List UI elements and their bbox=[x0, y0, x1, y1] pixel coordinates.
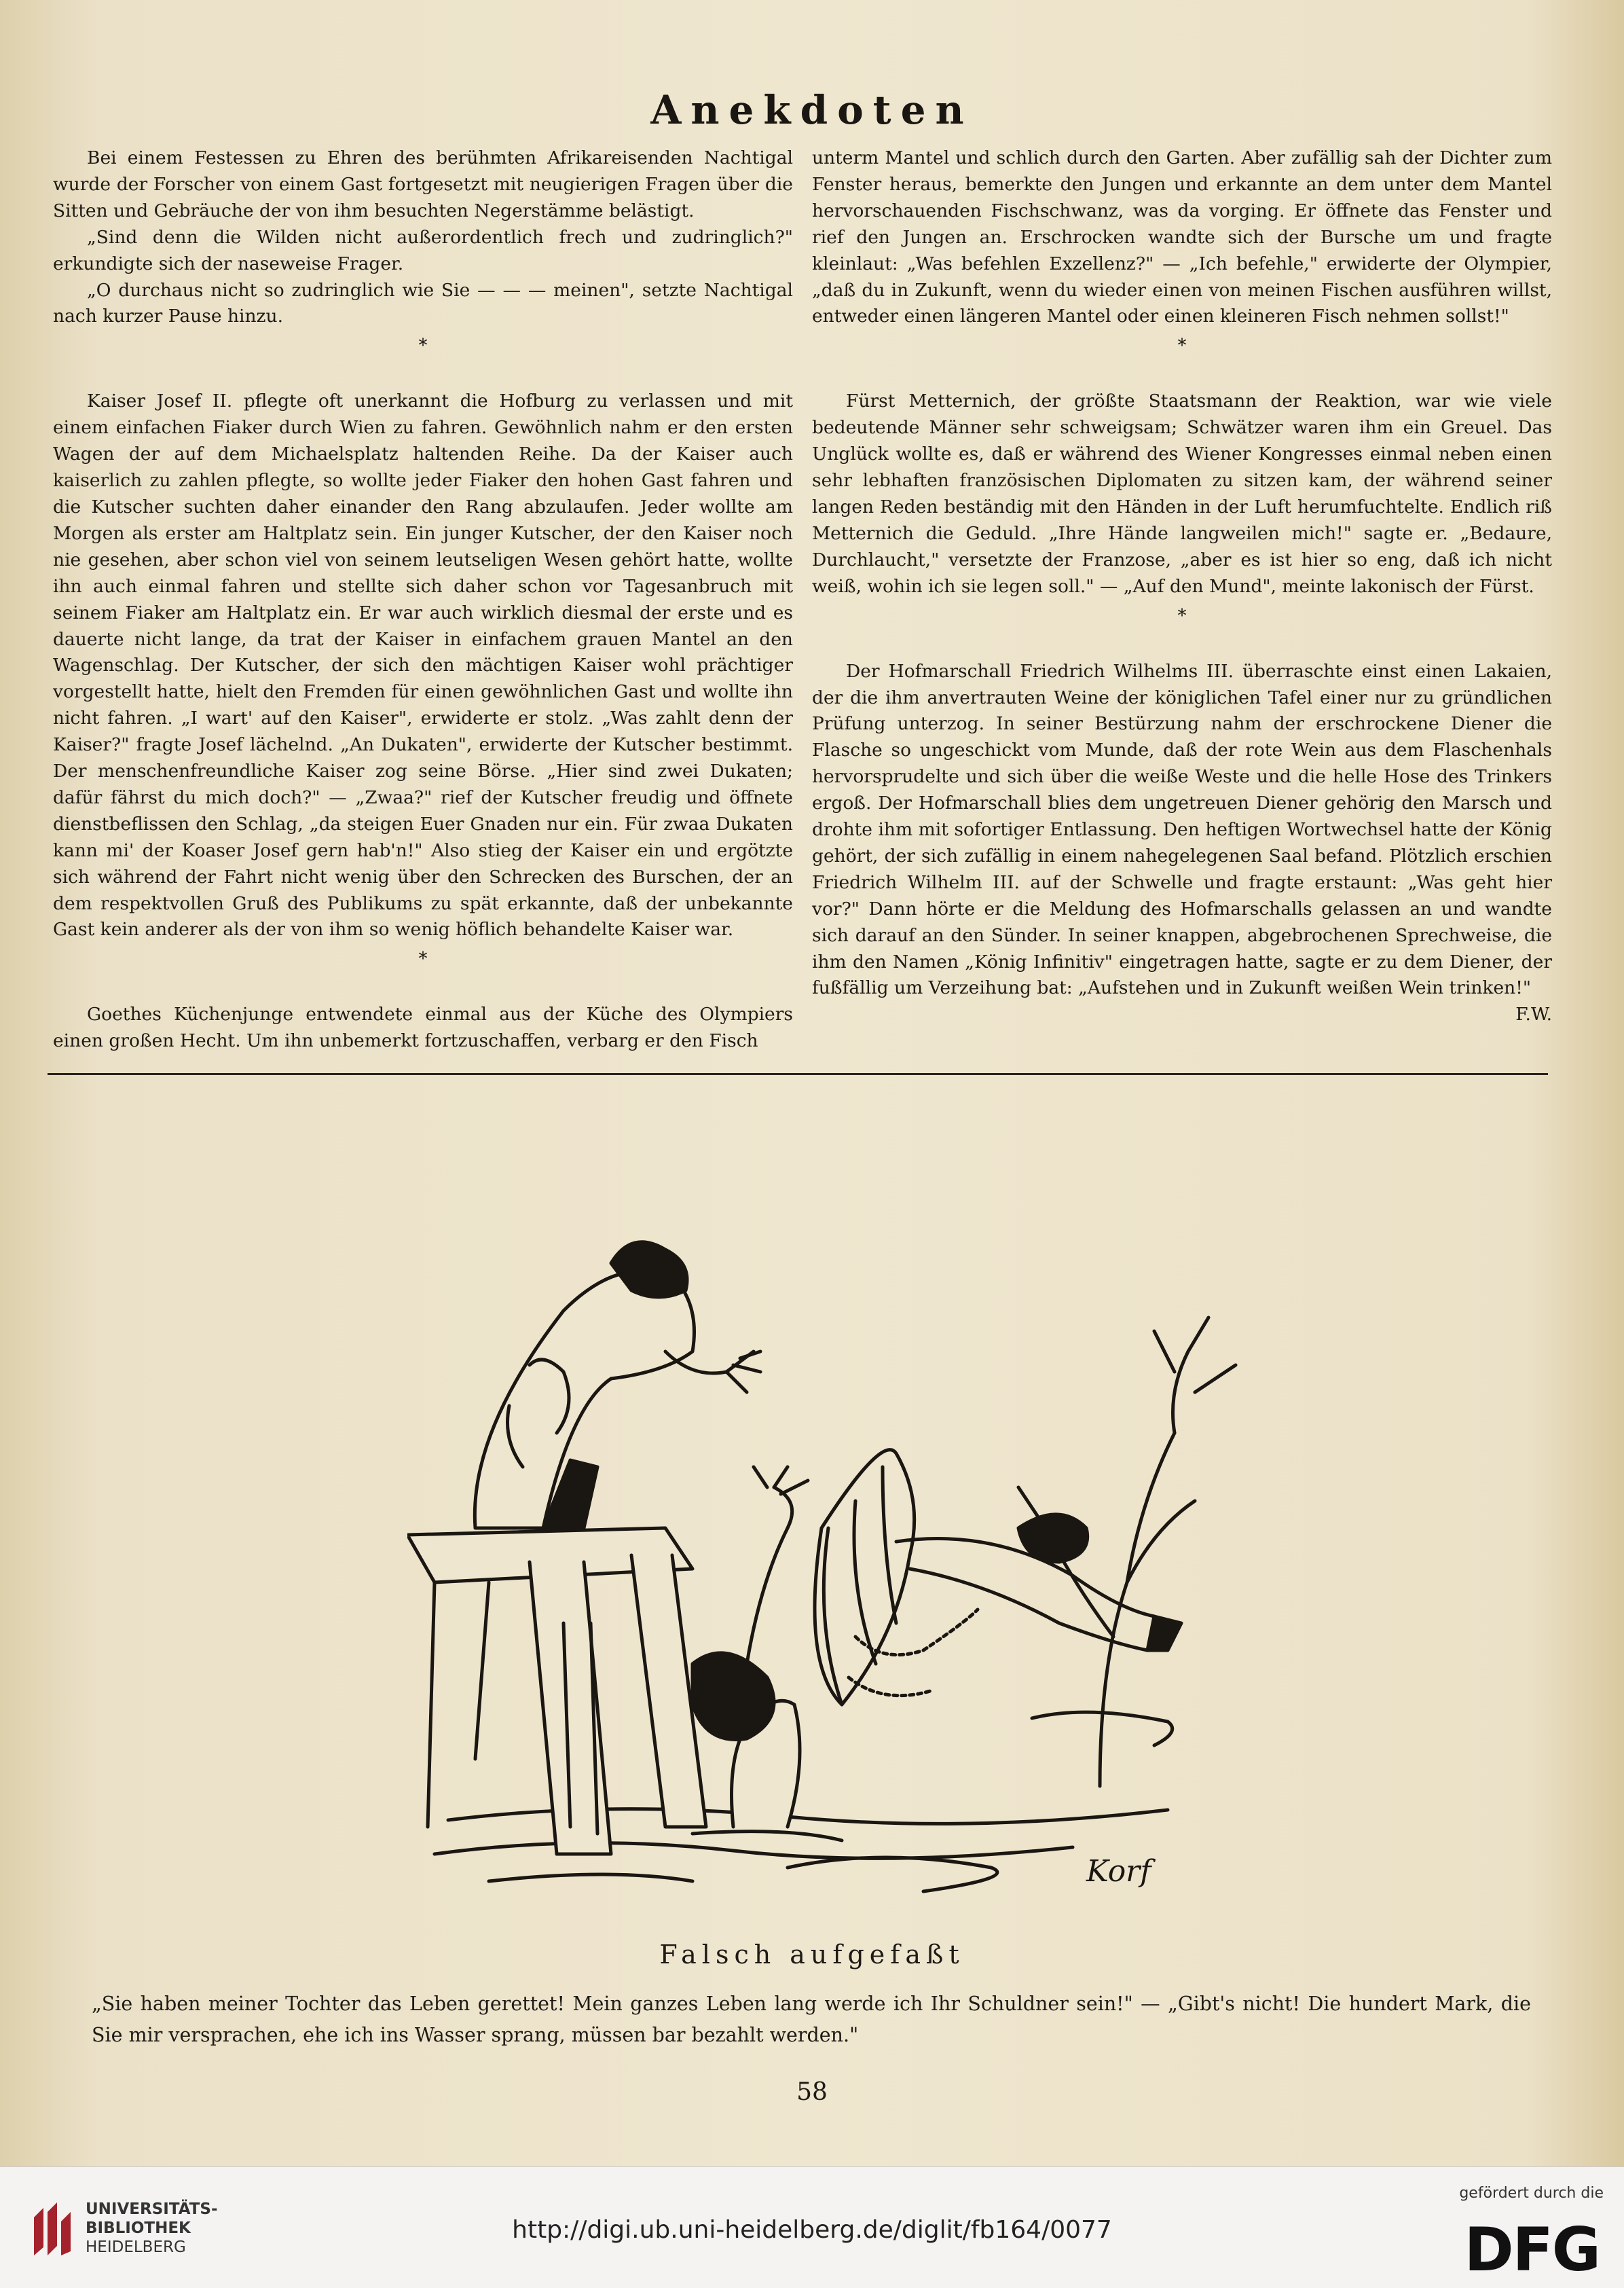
library-line-2: BIBLIOTHEK bbox=[86, 2219, 191, 2237]
section-divider bbox=[48, 1073, 1548, 1075]
library-line-1: UNIVERSITÄTS- bbox=[86, 2200, 218, 2218]
funding-label: gefördert durch die bbox=[1459, 2185, 1604, 2202]
dfg-logo[interactable]: DFG bbox=[1464, 2215, 1600, 2285]
anecdote-nachtigal-p3: „O durchaus nicht so zudringlich wie Sie — — — meinen", setzte Nachtigal nach kurzer Pause hinzu. bbox=[53, 279, 793, 327]
separator-star: * bbox=[418, 949, 428, 970]
author-signature: F.W. bbox=[1515, 1004, 1552, 1025]
viewer-footer bbox=[0, 2166, 1624, 2288]
anecdote-hofmarschall bbox=[812, 659, 1552, 1025]
anecdote-goethe-start: Goethes Küchenjunge entwendete einmal aus der Küche des Olympiers einen großen Hecht. Um ihn unbemerkt fortzuschaffen, verbarg er den Fisch bbox=[53, 1004, 793, 1052]
right-column bbox=[812, 145, 1552, 1028]
anecdote-metternich: Fürst Metternich, der größte Staatsmann der Reaktion, war wie viele bedeutende Männer sehr schweigsam; Schwätzer waren ihm ein Greuel. Das Unglück wollte es, daß er während des Wiener Kongresses einmal neben einen sehr lebhaften französischen Diplomaten zu sitzen kam, der während seiner langen Reden beständig mit den Händen in der Luft herumfuchtelte. Endlich riß Metternich die Geduld. „Ihre Hände langweilen mich!" sagte er. „Bedaure, Durchlaucht," versetzte der Franzose, „aber es ist hier so eng, daß ich nicht weiß, wohin ich sie legen soll." — „Auf den Mund", meinte lakonisch der Fürst. bbox=[812, 391, 1552, 597]
separator-star: * bbox=[1177, 605, 1187, 626]
anecdote-nachtigal-p1: Bei einem Festessen zu Ehren des berühmten Afrikareisenden Nachtigal wurde der Forscher von einem Gast fortgesetzt mit neugierigen Fragen über die Sitten und Gebräuche der von ihm besuchten Negerstämme belästigt. bbox=[53, 147, 793, 221]
illustrator-signature: Korf bbox=[1086, 1854, 1151, 1889]
page-title: Anekdoten bbox=[650, 87, 974, 133]
separator-star: * bbox=[418, 335, 428, 357]
separator-star: * bbox=[1177, 335, 1187, 357]
anecdote-hofmarschall-text: Der Hofmarschall Friedrich Wilhelms III. überraschte einst einen Lakaien, der die ihm anvertrauten Weine der königlichen Tafel einer nur zu gründlichen Prüfung unterzog. In seiner Bestürzung nahm der erschrockene Diener die Flasche so ungeschickt vom Munde, daß der rote Wein aus dem Flaschenhals hervorsprudelte und sich über die weiße Weste und die helle Hose des Trinkers ergoß. Der Hofmarschall blies dem ungetreuen Diener gehörig den Marsch und drohte ihm mit sofortiger Entlassung. Den heftigen Wortwechsel hatte der König gehört, der sich zufällig in einem nahegelegenen Saal befand. Plötzlich erschien Friedrich Wilhelm III. auf der Schwelle und fragte erstaunt: „Was geht hier vor?" Dann hörte er die Meldung des Hofmarschalls gelassen an und wandte sich darauf an den Sünder. In seiner knappen, abgebrochenen Sprechweise, die ihm den Namen „König Infinitiv" eingetragen hatte, sagte er zu dem Diener, der fußfällig um Verzeihung bat: „Aufstehen und in Zukunft weißen Wein trinken!" bbox=[812, 660, 1552, 999]
page-number: 58 bbox=[796, 2078, 828, 2106]
left-column bbox=[53, 145, 793, 1055]
cartoon-illustration bbox=[407, 1148, 1562, 1915]
anecdote-nachtigal-p2: „Sind denn die Wilden nicht außerordentlich frech und zudringlich?" erkundigte sich der naseweise Frager. bbox=[53, 226, 793, 274]
caption-text: „Sie haben meiner Tochter das Leben gerettet! Mein ganzes Leben lang werde ich Ihr Schuldner sein!" — „Gibt's nicht! Die hundert Mark, die Sie mir versprachen, ehe ich ins Wasser sprang, müssen bar bezahlt werden." bbox=[92, 1993, 1531, 2046]
anecdote-josef: Kaiser Josef II. pflegte oft unerkannt die Hofburg zu verlassen und mit einem einfachen Fiaker durch Wien zu fahren. Gewöhnlich nahm er den ersten Wagen der auf dem Michaelsplatz haltenden Reihe. Da der Kaiser auch kaiserlich zu zahlen pflegte, so wollte jeder Fiaker den hohen Gast fahren und die Kutscher suchten daher einander den Rang abzulaufen. Jeder wollte am Morgen als erster am Haltplatz sein. Ein junger Kutscher, der den Kaiser noch nie gesehen, aber schon viel von seinem leutseligen Wesen gehört hatte, wollte ihn auch einmal fahren und stellte sich daher schon vor Tagesanbruch mit seinem Fiaker am Haltplatz ein. Er war auch wirklich diesmal der erste und es dauerte nicht lange, da trat der Kaiser in einfachem grauen Mantel an den Wagenschlag. Der Kutscher, der sich den mächtigen Kaiser wohl prächtiger vorgestellt hatte, hielt den Fremden für einen gewöhnlichen Gast und wollte ihn nicht fahren. „I wart' auf den Kaiser", erwiderte er stolz. „Was zahlt denn der Kaiser?" fragte Josef lächelnd. „An Dukaten", erwiderte der Kutscher bestimmt. Der menschenfreundliche Kaiser zog seine Börse. „Hier sind zwei Dukaten; dafür fährst du mich doch?" — „Zwaa?" rief der Kutscher freudig und öffnete dienstbeflissen den Schlag, „da steigen Euer Gnaden nur ein. Für zwaa Dukaten kann mi' der Koaser Josef gern hab'n!" Also stieg der Kaiser ein und ergötzte sich während der Fahrt nicht wenig über den Schrecken des Burschen, der an dem respektvollen Gruß des Publikums zu spät erkannte, daß der unbekannte Gast kein anderer als der von ihm so wenig höflich behandelte Kaiser war. bbox=[53, 391, 793, 941]
caption-title: Falsch aufgefaßt bbox=[659, 1940, 965, 1969]
permalink-url[interactable]: http://digi.ub.uni-heidelberg.de/diglit/fb164/0077 bbox=[512, 2216, 1112, 2244]
library-line-3: HEIDELBERG bbox=[86, 2238, 186, 2256]
anecdote-goethe-end: unterm Mantel und schlich durch den Garten. Aber zufällig sah der Dichter zum Fenster heraus, bemerkte den Jungen und erkannte an dem unter dem Mantel hervorschauenden Fischschwanz, was da vorging. Er öffnete das Fenster und rief den Jungen an. Erschrocken wandte sich der Bursche um und fragte kleinlaut: „Was befehlen Exzellenz?" — „Ich befehle," erwiderte der Olympier, „daß du in Zukunft, wenn du wieder einen von meinen Fischen ausführen willst, entweder einen längeren Mantel oder einen kleineren Fisch nehmen sollst!" bbox=[812, 147, 1552, 327]
